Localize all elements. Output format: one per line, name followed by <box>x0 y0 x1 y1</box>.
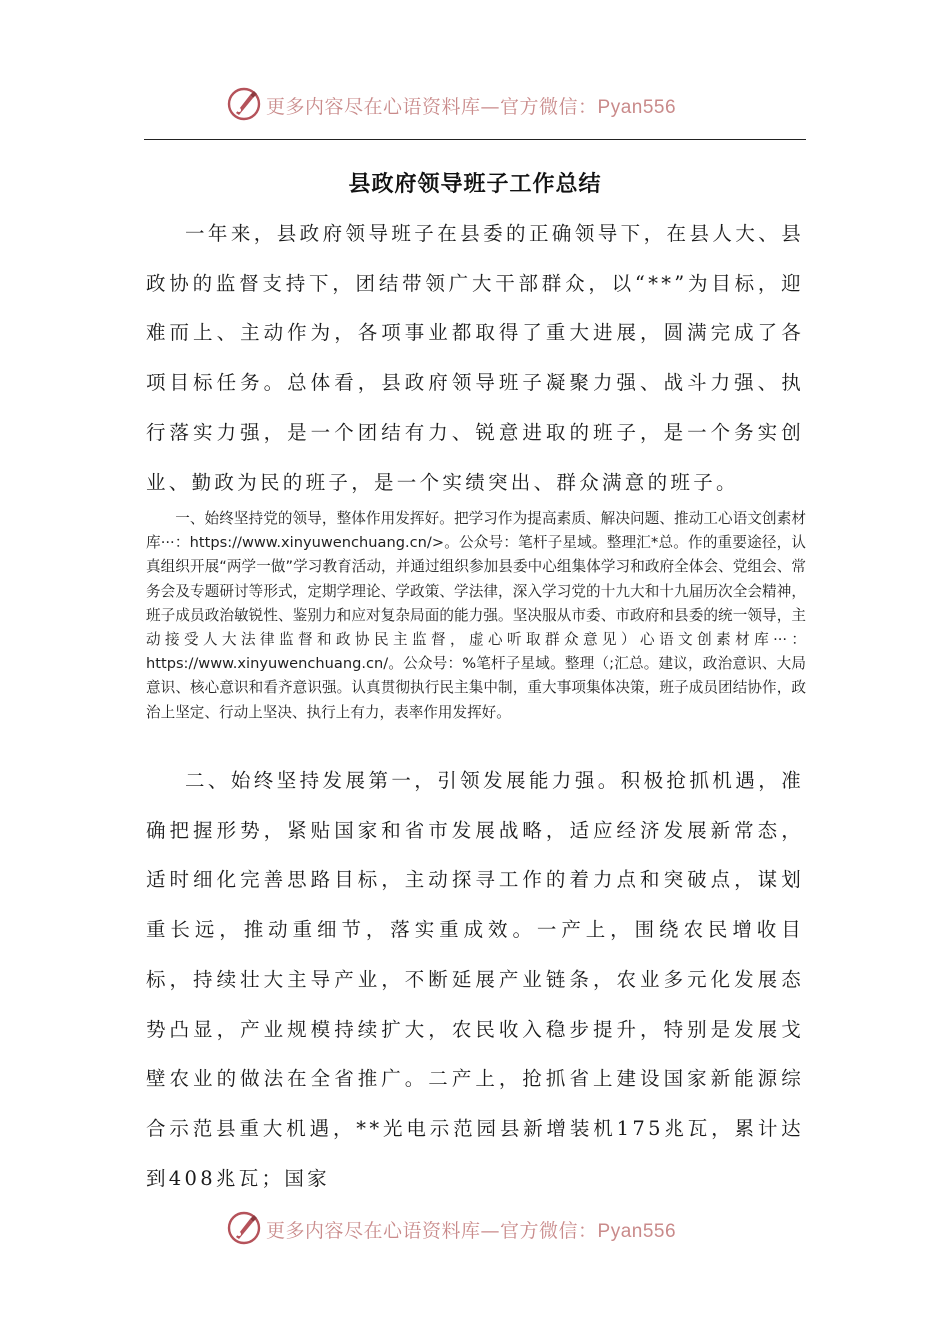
banner-text <box>266 92 676 119</box>
banner-wechat-id: Pyan556 <box>597 97 677 118</box>
document-title: 县政府领导班子工作总结 <box>348 171 602 197</box>
header-banner <box>0 84 950 124</box>
paragraph-text: 一年来，县政府领导班子在县委的正确领导下，在县人大、县政协的监督支持下，团结带领广大干部群众，以“**”为目标，迎难而上、主动作为，各项事业都取得了重大进展，圆满完成了各项目标任务。总体看，县政府领导班子凝聚力强、战斗力强、执行落实力强，是一个团结有力、锐意进取的班子，是一个务实创业、勤政为民的班子，是一个实绩突出、群众满意的班子。 <box>146 222 804 494</box>
banner-slogan: 更多内容尽在心语资料库—官方微信： <box>266 1220 598 1242</box>
banner-slogan: 更多内容尽在心语资料库—官方微信： <box>266 96 598 118</box>
pen-nib-circle-icon <box>226 86 262 122</box>
header-divider <box>144 139 806 140</box>
footer-banner <box>0 1208 950 1248</box>
banner-text <box>266 1216 676 1243</box>
paragraph-text: 一、始终坚持党的领导，整体作用发挥好。把学习作为提高素质、解决问题、推动工心语文创素材库···：https://www.xinyuwenchuang.cn/>。公众号：笔杆子星域。整理汇*总。作的重要途径，认真组织开展“两学一做”学习教育活动，并通过组织参加县委中心组集体学习和政府全体会、党组会、常务会及专题研讨等形式，定期学理论、学政策、学法律，深入学习党的十九大和十九届历次全会精神，班子成员政治敏锐性、鉴别力和应对复杂局面的能力强。坚决服从市委、市政府和县委的统一领导，主动接受人大法律监督和政协民主监督，虚心听取群众意见）心语文创素材库···：https://www.xinyuwenchuang.cn/。公众号：%笔杆子星域。整理（;汇总。建议，政治意识、大局意识、核心意识和看齐意识强。认真贯彻执行民主集中制，重大事项集体决策，班子成员团结协作，政治上坚定、行动上坚决、执行上有力，表率作用发挥好。 <box>146 510 806 721</box>
banner-wechat-id: Pyan556 <box>597 1221 677 1242</box>
paragraph-text: 二、始终坚持发展第一，引领发展能力强。积极抢抓机遇，准确把握形势，紧贴国家和省市发展战略，适应经济发展新常态，适时细化完善思路目标，主动探寻工作的着力点和突破点，谋划重长远，推动重细节，落实重成效。一产上，围绕农民增收目标，持续壮大主导产业，不断延展产业链条，农业多元化发展态势凸显，产业规模持续扩大，农民收入稳步提升，特别是发展戈壁农业的做法在全省推广。二产上，抢抓省上建设国家新能源综合示范县重大机遇，**光电示范园县新增装机175兆瓦，累计达到408兆瓦；国家 <box>146 769 804 1190</box>
paragraph-section-1 <box>146 507 806 725</box>
paragraph-section-2 <box>146 756 804 1203</box>
pen-nib-circle-icon <box>226 1210 262 1246</box>
paragraph-intro <box>146 209 804 507</box>
